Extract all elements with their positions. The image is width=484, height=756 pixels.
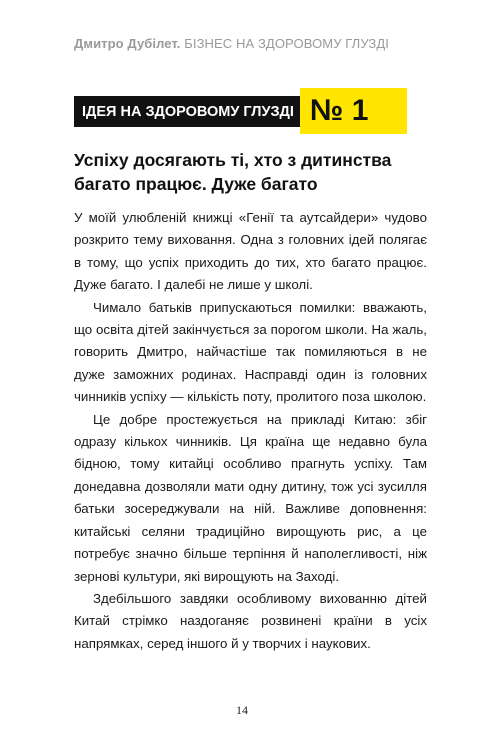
idea-banner (74, 88, 407, 134)
paragraph: У моїй улюбленій книжці «Генії та аутсайдери» чудово розкрито тему виховання. Одна з головних ідей полягає в тому, що успіх приходить до тих, хто багато працює. Дуже багато. І далебі не лише у школі. (74, 210, 427, 293)
idea-headline: Успіху досягають ті, хто з дитинства багато працює. Дуже багато (74, 150, 392, 194)
idea-banner-number: № 1 (300, 88, 407, 134)
paragraph: Чимало батьків припускаються помилки: вважають, що освіта дітей закінчується за порогом школи. На жаль, говорить Дмитро, найчастіше так помиляються в не дуже заможних родинах. Насправді один із головних чинників успіху — кількість поту, пролитого поза школою. (74, 299, 427, 405)
body-text (74, 207, 427, 655)
header-author: Дмитро Дубілет. (74, 36, 181, 51)
header-book-title: БІЗНЕС НА ЗДОРОВОМУ ГЛУЗДІ (184, 36, 389, 51)
page-number: 14 (236, 703, 248, 717)
paragraph: Це добре простежується на прикладі Китаю: збіг одразу кількох чинників. Ця країна ще недавно була бідною, тому китайці особливо прагнуть успіху. Там донедавна дозволяли мати одну дитину, тож усі зусилля батьки зосереджували на ній. Важливе доповнення: китайські селяни традиційно вирощують рис, а це потребує значно більше терпіння й наполегливості, ніж зернові культури, які вирощують на Заході. (74, 411, 427, 584)
paragraph: Здебільшого завдяки особливому вихованню дітей Китай стрімко наздоганяє розвинені країни в усіх напрямках, серед іншого й у творчих і наукових. (74, 590, 427, 651)
idea-banner-label: ІДЕЯ НА ЗДОРОВОМУ ГЛУЗДІ (74, 96, 300, 127)
running-header (74, 36, 389, 51)
